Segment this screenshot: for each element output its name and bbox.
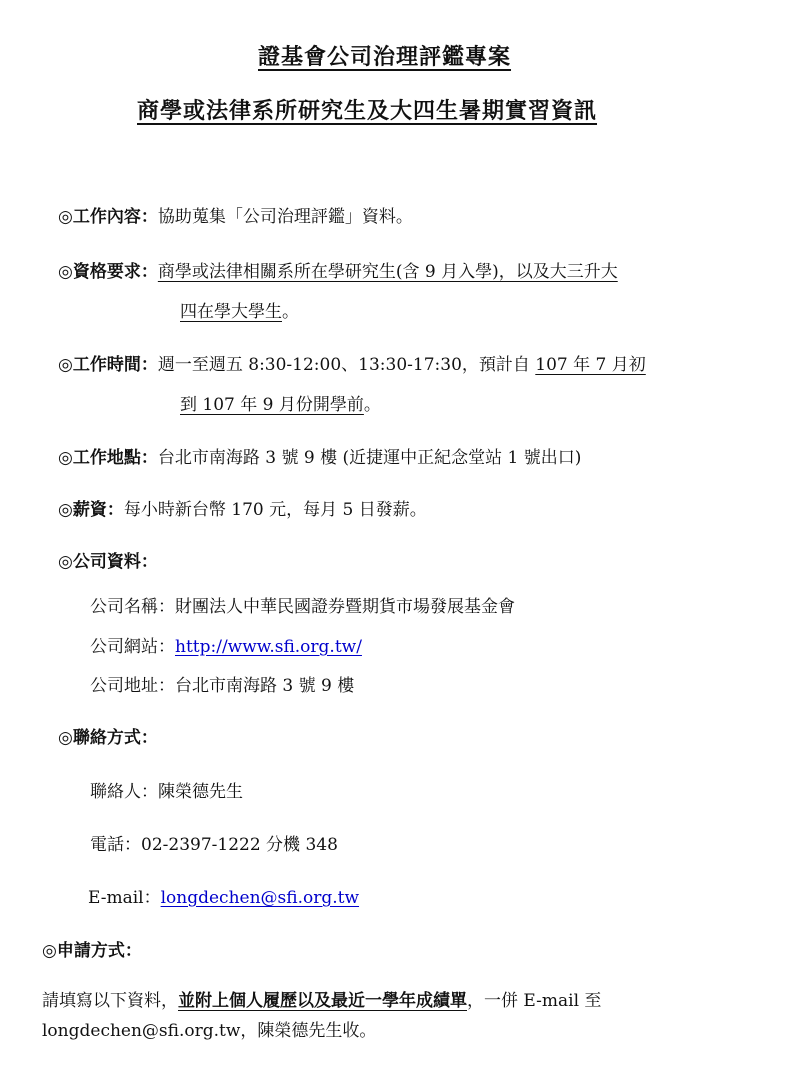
company-name-row xyxy=(90,592,515,617)
contact-phone: 電話：02-2397-1222 分機 348 xyxy=(90,835,338,855)
work-time-label: ◎工作時間： xyxy=(58,355,158,375)
apply-line1 xyxy=(42,986,601,1011)
company-address: 台北市南海路 3 號 9 樓 xyxy=(175,676,355,696)
work-time-start: 107 年 7 月初 xyxy=(535,355,646,375)
qualification-row-2 xyxy=(180,297,299,322)
company-heading: ◎公司資料： xyxy=(58,552,158,572)
company-website-row xyxy=(90,632,362,657)
apply-text-c: ，一併 E-mail 至 xyxy=(467,991,602,1011)
qualification-row xyxy=(58,257,618,282)
salary-row xyxy=(58,495,427,520)
contact-heading: ◎聯絡方式： xyxy=(58,728,158,748)
company-website-link[interactable]: http://www.sfi.org.tw/ xyxy=(175,637,362,657)
work-content-label: ◎工作內容： xyxy=(58,207,158,227)
work-content-row xyxy=(58,202,413,227)
qualification-line2: 四在學大學生 xyxy=(180,302,282,322)
qualification-line2-end: 。 xyxy=(282,302,299,322)
page-title: 證基會公司治理評鑑專案 xyxy=(258,44,512,70)
work-content-text: 協助蒐集「公司治理評鑑」資料。 xyxy=(157,207,413,227)
contact-email-link[interactable]: longdechen@sfi.org.tw xyxy=(160,888,360,908)
company-website-label: 公司網站： xyxy=(90,637,175,657)
work-time-row xyxy=(58,350,646,375)
work-time-end: 到 107 年 9 月份開學前 xyxy=(180,395,364,415)
work-time-row-2 xyxy=(180,390,381,415)
company-name: 財團法人中華民國證券暨期貨市場發展基金會 xyxy=(175,597,515,617)
apply-text-a: 請填寫以下資料， xyxy=(42,991,178,1011)
qualification-label: ◎資格要求： xyxy=(58,262,158,282)
company-name-label: 公司名稱： xyxy=(90,597,175,617)
qualification-line1: 商學或法律相關系所在學研究生(含 9 月入學)，以及大三升大 xyxy=(157,262,618,282)
work-time-line2-end: 。 xyxy=(363,395,381,415)
apply-line2: longdechen@sfi.org.tw，陳榮德先生收。 xyxy=(42,1021,377,1041)
location-text: 台北市南海路 3 號 9 樓 (近捷運中正紀念堂站 1 號出口) xyxy=(157,448,582,468)
apply-text-bold: 並附上個人履歷以及最近一學年成績單 xyxy=(178,991,467,1011)
page-subtitle: 商學或法律系所研究生及大四生暑期實習資訊 xyxy=(137,98,598,124)
work-time-line1: 週一至週五 8:30-12:00、13:30-17:30，預計自 xyxy=(157,355,536,375)
company-address-label: 公司地址： xyxy=(90,676,175,696)
company-address-row xyxy=(90,671,354,696)
apply-heading: ◎申請方式： xyxy=(42,941,142,961)
location-label: ◎工作地點： xyxy=(58,448,158,468)
location-row xyxy=(58,443,581,468)
contact-person: 聯絡人：陳榮德先生 xyxy=(90,782,243,802)
salary-label: ◎薪資： xyxy=(58,500,124,520)
contact-email-label: E-mail： xyxy=(88,888,161,908)
salary-text: 每小時新台幣 170 元，每月 5 日發薪。 xyxy=(123,500,427,520)
contact-email-row xyxy=(88,883,359,908)
